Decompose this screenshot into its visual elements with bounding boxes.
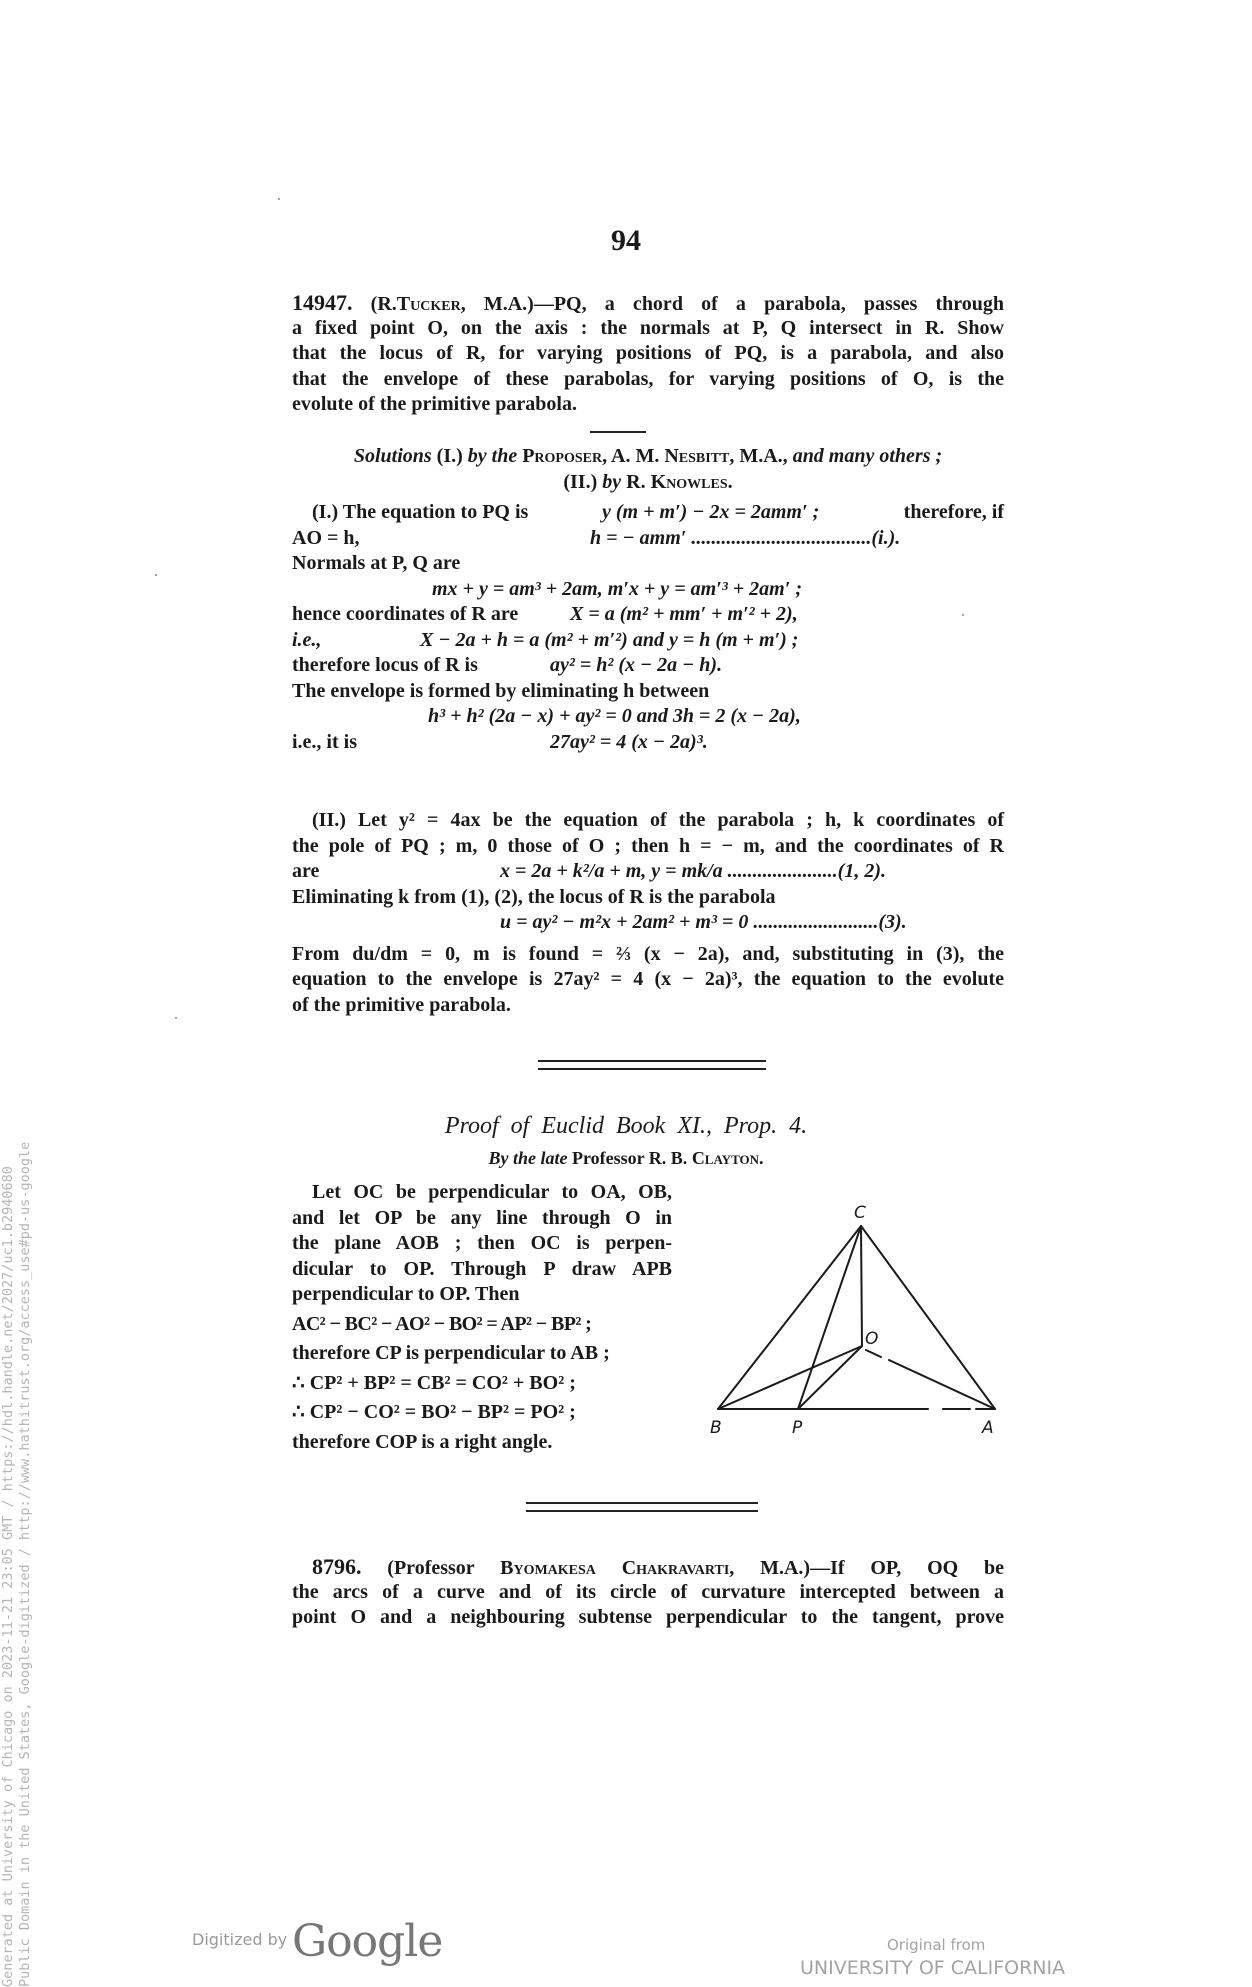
- proof-line: dicular to OP. Through P draw APB: [292, 1257, 672, 1280]
- equation: h = − amm′ ....................................(i.).: [590, 526, 901, 549]
- digitized-by-label: Digitized by: [192, 1930, 288, 1949]
- solution-line: AO = h, h = − amm′ ....................................(i.).: [292, 526, 1004, 552]
- problem-number: 8796.: [312, 1554, 362, 1579]
- problem-line: the arcs of a curve and of its circle of curvature intercepted between a: [292, 1580, 1004, 1603]
- section-title: Proof of Euclid Book XI., Prop. 4.: [444, 1113, 808, 1139]
- equation: X − 2a + h = a (m² + m′²) and y = h (m + m′) ;: [420, 628, 799, 651]
- equation: 27ay² = 4 (x − 2a)³.: [550, 730, 708, 753]
- label-p: P: [792, 1418, 803, 1438]
- solution-line: the pole of PQ ; m, 0 those of O ; then h = − m, and the coordinates of R: [292, 834, 1004, 857]
- solution-line: i.e., X − 2a + h = a (m² + m′²) and y = h (m + m′) ;: [292, 628, 1004, 654]
- solution-line: [292, 704, 1004, 730]
- solution-one: [292, 500, 1004, 755]
- solution-line: From du/dm = 0, m is found = ⅔ (x − 2a), and, substituting in (3), the: [292, 942, 1004, 965]
- proof-line: perpendicular to OP. Then: [292, 1283, 520, 1305]
- problem-line: point O and a neighbouring subtense perpendicular to the tangent, prove: [292, 1606, 1004, 1628]
- line-cb: [718, 1226, 861, 1409]
- solution-line: therefore locus of R is ay² = h² (x − 2a − h).: [292, 653, 1004, 679]
- solution-line: [292, 577, 1004, 603]
- proof-line: ∴ CP² − CO² = BO² − BP² = PO² ;: [292, 1401, 576, 1423]
- proof-line: Let OC be perpendicular to OA, OB,: [312, 1181, 672, 1203]
- equation: x = 2a + k²/a + m, y = mk/a ......................(1, 2).: [500, 860, 887, 882]
- equation: ay² = h² (x − 2a − h).: [550, 654, 723, 676]
- problem-line: 8796. (Professor Byomakesa Chakravarti, M.A.)—If OP, OQ be: [312, 1554, 1004, 1579]
- equation: X = a (m² + mm′ + m′² + 2),: [570, 603, 798, 625]
- solution-line: (II.) Let y² = 4ax be the equation of the parabola ; h, k coordinates of: [312, 809, 1004, 831]
- problem-line: that the locus of R, for varying positions of PQ, is a parabola, and also: [292, 342, 1004, 364]
- author-name: Tucker: [396, 293, 461, 315]
- google-logo: Google: [292, 1916, 443, 1967]
- problem-line: that the envelope of these parabolas, for varying positions of O, is the: [292, 367, 1004, 390]
- solution-line: of the primitive parabola.: [292, 993, 511, 1016]
- solutions-line-2: (II.) by R. Knowles.: [563, 470, 733, 493]
- section-byline: By the late Professor R. B. Clayton.: [488, 1148, 764, 1168]
- solution-line: Normals at P, Q are: [292, 552, 461, 574]
- problem-line: 14947. (R.Tucker, M.A.)—PQ, a chord of a parabola, passes through: [292, 290, 1004, 315]
- proof-line: AC² − BC² − AO² − BO² = AP² − BP² ;: [292, 1312, 592, 1335]
- solution-line: [292, 910, 1004, 936]
- author-name: Byomakesa Chakravarti: [500, 1557, 730, 1579]
- solutions-header: [292, 444, 1004, 495]
- double-rule: [526, 1502, 758, 1512]
- equation: u = ay² − m²x + 2am² + m³ = 0 .........................(3).: [500, 911, 907, 933]
- euclid-diagram: [700, 1190, 1020, 1440]
- solution-line: Eliminating k from (1), (2), the locus of R is the parabola: [292, 885, 776, 908]
- solution-line: hence coordinates of R are X = a (m² + mm′ + m′² + 2),: [292, 602, 1004, 628]
- proof-line: therefore CP is perpendicular to AB ;: [292, 1342, 610, 1364]
- label-b: B: [710, 1418, 722, 1438]
- label-o: O: [865, 1329, 879, 1349]
- problem-line: evolute of the primitive parabola.: [292, 393, 577, 415]
- line-ca: [861, 1226, 995, 1409]
- solution-line: i.e., it is 27ay² = 4 (x − 2a)³.: [292, 730, 1004, 756]
- scan-speck: [962, 614, 964, 616]
- short-rule: [590, 431, 646, 433]
- proof-line: and let OP be any line through O in: [292, 1206, 672, 1229]
- original-from-label: Original from: [887, 1936, 986, 1954]
- line-ob: [718, 1346, 862, 1409]
- label-a: A: [982, 1418, 994, 1438]
- hathitrust-watermark: [0, 1142, 34, 1987]
- label-c: C: [854, 1203, 866, 1223]
- page-number: 94: [611, 224, 641, 257]
- solution-line: equation to the envelope is 27ay² = 4 (x − 2a)³, the equation to the evolute: [292, 968, 1004, 990]
- line-oa: [889, 1360, 995, 1409]
- scan-speck: [155, 574, 157, 576]
- solution-line: are x = 2a + k²/a + m, y = mk/a ......................(1, 2).: [292, 859, 1004, 885]
- solution-line: (I.) The equation to PQ is y (m + m′) − 2x = 2amm′ ; therefore, if: [292, 500, 1004, 526]
- watermark-line-1: Generated at University of Chicago on 2023-11-21 23:05 GMT / https://hdl.handle.net/2027/uc1.b2940680: [0, 1166, 16, 1987]
- solution-line: The envelope is formed by eliminating h between: [292, 679, 710, 702]
- equation: y (m + m′) − 2x = 2amm′ ;: [602, 501, 820, 523]
- scan-speck: [278, 198, 280, 200]
- equation: h³ + h² (2a − x) + ay² = 0 and 3h = 2 (x − 2a),: [428, 705, 801, 727]
- line-cp: [798, 1226, 861, 1409]
- equation: mx + y = am³ + 2am, m′x + y = am′³ + 2am′ ;: [432, 577, 802, 600]
- watermark-line-2: Public Domain in the United States, Google-digitized / http://www.hathitrust.org/access_use#pd-us-google: [17, 1141, 33, 1987]
- proof-line: ∴ CP² + BP² = CB² = CO² + BO² ;: [292, 1371, 576, 1394]
- proof-line: therefore COP is a right angle.: [292, 1430, 553, 1453]
- problem-line: a fixed point O, on the axis : the normals at P, Q intersect in R. Show: [292, 316, 1004, 339]
- double-rule: [538, 1060, 766, 1070]
- university-label: UNIVERSITY OF CALIFORNIA: [800, 1957, 1066, 1979]
- problem-number: 14947.: [292, 290, 353, 315]
- solutions-line-1: Solutions (I.) by the Proposer, A. M. Nesbitt, M.A., and many others ;: [353, 445, 943, 467]
- line-co: [861, 1226, 862, 1346]
- problem-8796: [292, 1554, 1004, 1631]
- solution-two: [292, 808, 1004, 1018]
- problem-14947: [292, 290, 1004, 418]
- euclid-proof: [292, 1180, 672, 1455]
- line-oa-segment: [866, 1350, 881, 1357]
- line-op: [798, 1346, 862, 1409]
- scan-speck: [175, 1017, 177, 1019]
- proof-line: the plane AOB ; then OC is perpen-: [292, 1232, 672, 1254]
